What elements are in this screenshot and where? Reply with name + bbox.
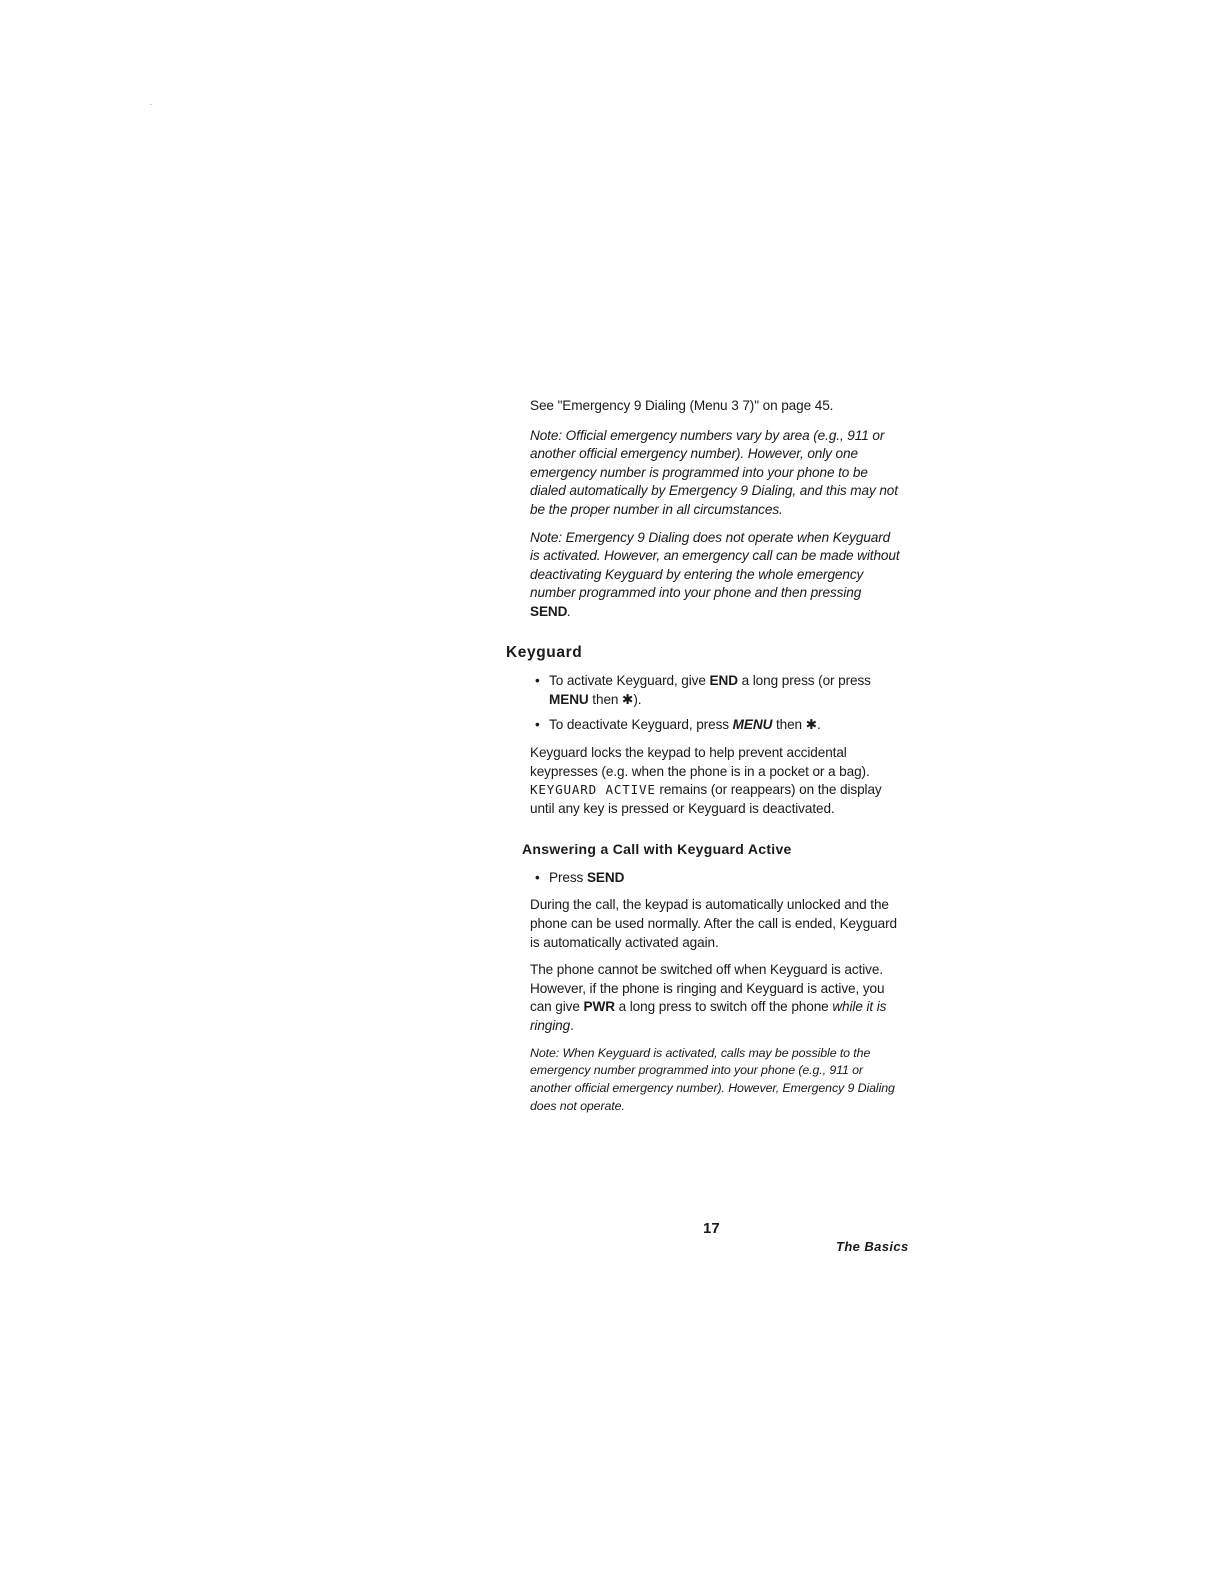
- page-content: [506, 397, 902, 1125]
- end-key-label: END: [709, 673, 738, 689]
- bullet-activate-keyguard: [530, 672, 902, 709]
- pwr-key-label: PWR: [583, 999, 615, 1015]
- note-keyguard-emergency: [530, 529, 902, 622]
- send-key-label: SEND: [586, 869, 625, 885]
- keyguard-bullet-list: [530, 672, 902, 735]
- bullet-press-send: [530, 869, 902, 888]
- menu-key-label: MENU: [732, 717, 773, 733]
- description-text: remains (or reappears) on the display until any key is pressed or Keyguard is deactivated.: [530, 782, 882, 816]
- description-text: Keyguard locks the keypad to help prevent accidental keypresses (e.g. when the phone is in a pocket or a bag).: [530, 744, 870, 779]
- note-official-numbers: Note: Official emergency numbers vary by area (e.g., 911 or another official emergency number). However, only one emergency number is programmed into your phone to be dialed automatically by Emergency 9 Dialing, and this may not be the proper number in all circumstances.: [530, 427, 898, 517]
- answering-call-heading: Answering a Call with Keyguard Active: [522, 841, 792, 858]
- bullet-text: Press: [549, 869, 587, 885]
- menu-key-label: MENU: [549, 691, 589, 707]
- bullet-text: To deactivate Keyguard, press: [549, 717, 733, 733]
- note-keyguard-text: Note: Emergency 9 Dialing does not operate when Keyguard is activated. However, an emergency call can be made without deactivating Keyguard by entering the whole emergency number programmed into your phone and then pressing: [530, 529, 900, 601]
- note-keyguard-end: .: [567, 603, 572, 619]
- power-off-text-part: .: [570, 1018, 574, 1034]
- power-off-text-part: a long press to switch off the phone: [614, 999, 833, 1015]
- page-number: 17: [703, 1220, 720, 1237]
- keyguard-description: [530, 744, 902, 818]
- see-reference-text: See "Emergency 9 Dialing (Menu 3 7)" on page 45.: [530, 398, 834, 413]
- section-footer-title: The Basics: [836, 1239, 909, 1254]
- while-ringing-emphasis: while it is ringing: [530, 999, 887, 1034]
- during-call-text: During the call, the keypad is automatically unlocked and the phone can be used normally. After the call is ended, Keyguard is automatically activated again.: [530, 897, 897, 950]
- keyguard-active-display-text: KEYGUARD ACTIVE: [530, 782, 656, 798]
- bullet-deactivate-keyguard: [530, 716, 902, 735]
- answering-bullet-list: [530, 869, 902, 888]
- note-calls-possible: Note: When Keyguard is activated, calls may be possible to the emergency number programmed into your phone (e.g., 911 or another official emergency number). However, Emergency 9 Dialing does not operate.: [530, 1045, 895, 1114]
- bullet-text: To activate Keyguard, give: [549, 673, 710, 689]
- bullet-text: a long press (or press: [737, 673, 871, 689]
- send-key-label: SEND: [530, 603, 568, 619]
- bullet-text: then ✱).: [588, 691, 642, 707]
- bullet-text: then ✱.: [772, 717, 821, 733]
- power-off-text: [530, 961, 902, 1035]
- keyguard-heading: Keyguard: [506, 643, 583, 661]
- scan-speck: [150, 104, 152, 105]
- power-off-text-part: The phone cannot be switched off when Keyguard is active. However, if the phone is ringing and Keyguard is active, you can give: [530, 962, 885, 1015]
